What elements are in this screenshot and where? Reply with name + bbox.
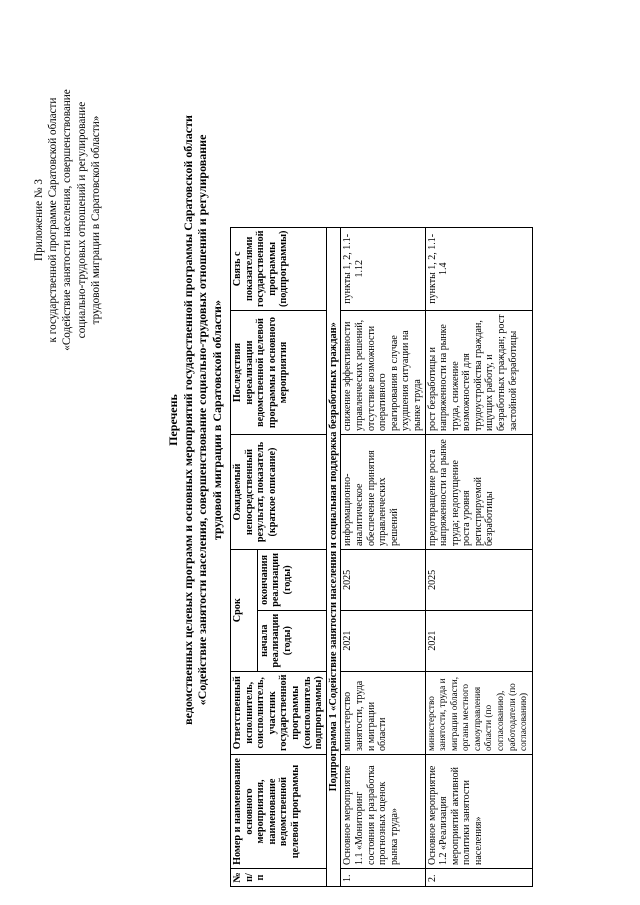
title-line: трудовой миграции в Саратовской области» [209,300,224,540]
row-start: 2021 [425,610,532,671]
row-num: 2. [425,869,532,887]
row-name: Основное мероприятие 1.2 «Реализация мероприятий активной политики занятости населения» [425,755,532,869]
row-consequences: снижение эффективности управленческих решений, отсутствие возможности оперативного реагирования в случае ухудшения ситуации на рынке труда [341,311,425,435]
appendix-line: трудовой миграции в Саратовской области» [89,115,102,325]
header-result: Ожидаемый непосредственный результат, показатель (краткое описание) [231,435,327,550]
appendix-note [32,15,103,425]
appendix-line: Приложение № 3 [33,179,45,261]
header-num: № п/п [231,869,327,887]
header-link: Связь с показателями государственной программы (подпрограммы) [231,227,327,310]
row-name: Основное мероприятие 1.1 «Мониторинг состояния и разработка прогнозных оценок рынка труда» [341,755,425,869]
row-start: 2021 [341,610,425,671]
table-row [425,227,532,886]
header-name: Номер и наименование основного мероприятия, наименование ведомственной целевой программы [231,755,327,869]
title-line: «Содействие занятости населения, совершенствование социально-трудовых отношений и регулирование [195,134,209,706]
row-consequences: рост безработицы и напряженности на рынке труда, снижение возможностей для трудоустройства граждан, ищущих работу, и безработных граждан; рост застойной безработицы [425,311,532,435]
row-end: 2025 [341,550,425,611]
measures-table [230,227,533,887]
document-title [166,25,224,815]
header-end: окончания реализации (годы) [257,550,326,611]
appendix-line: социально-трудовых отношений и регулирование [75,101,88,339]
header-consequences: Последствия нереализации ведомственной целевой программы и основного мероприятия [231,311,327,435]
header-term: Срок [231,550,258,672]
title-line: ведомственных целевых программ и основных мероприятий государственной программы Саратовской области [180,115,195,725]
row-executor: министерство занятости, труда и миграции области [341,671,425,754]
appendix-line: «Содействие занятости населения, совершенствование [61,89,74,351]
row-executor: министерство занятости, труда и миграции области, органы местного самоуправления области (по согласованию), работодатели (по согласованию) [425,671,532,754]
row-result: предотвращение роста напряженности на рынке труда; недопущение роста уровня регистрируемой безработицы [425,435,532,550]
row-result: информационно-аналитическое обеспечение принятия управленческих решений [341,435,425,550]
subprogram-title: Подпрограмма 1 «Содействие занятости населения и социальная поддержка безработных граждан» [326,227,341,886]
row-num: 1. [341,869,425,887]
row-link: пункты 1, 2, 1.1-1.4 [425,227,532,310]
row-link: пункты 1, 2, 1.1-1.12 [341,227,425,310]
title-heading: Перечень [166,394,180,446]
row-end: 2025 [425,550,532,611]
header-start: начала реализации (годы) [257,610,326,671]
appendix-line: к государственной программе Саратовской области [47,97,60,343]
subprogram-row [326,227,341,886]
header-executor: Ответственный исполнитель, соисполнитель, участник государственной программы (соисполнитель подпрограммы) [231,671,327,754]
table-header-row [231,227,258,886]
table-row [341,227,425,886]
